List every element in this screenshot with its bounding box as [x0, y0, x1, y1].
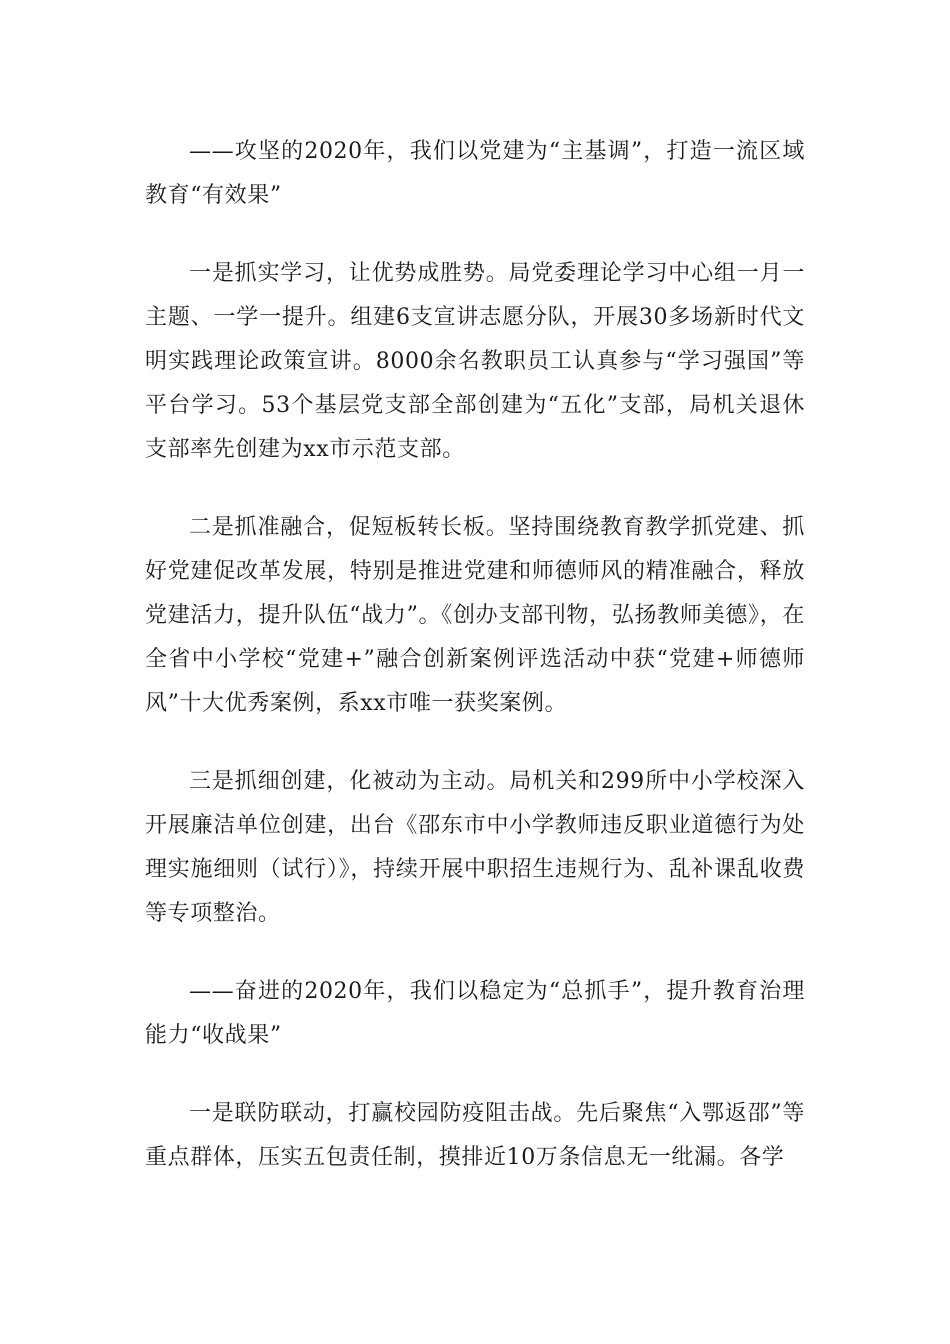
document-body: [145, 130, 805, 1180]
section-heading-2020-stability: ——奋进的2020年，我们以稳定为“总抓手”，提升教育治理能力“收战果”: [145, 979, 805, 1048]
paragraph-study: 一是抓实学习，让优势成胜势。局党委理论学习中心组一月一主题、一学一提升。组建6支宣讲志愿分队，开展30多场新时代文明实践理论政策宣讲。8000余名教职员工认真参与“学习强国”等平台学习。53个基层党支部全部创建为“五化”支部，局机关退休支部率先创建为xx市示范支部。: [145, 261, 805, 462]
paragraph-epidemic-prevention: 一是联防联动，打赢校园防疫阻击战。先后聚焦“入鄂返邵”等重点群体，压实五包责任制，摸排近10万条信息无一纰漏。各学: [145, 1101, 805, 1170]
paragraph-integrity: 三是抓细创建，化被动为主动。局机关和299所中小学校深入开展廉洁单位创建，出台《邵东市中小学教师违反职业道德行为处理实施细则（试行）》，持续开展中职招生违规行为、乱补课乱收费等专项整治。: [145, 769, 805, 926]
paragraph-integration: 二是抓准融合，促短板转长板。坚持围绕教育教学抓党建、抓好党建促改革发展，特别是推进党建和师德师风的精准融合，释放党建活力，提升队伍“战力”。《创办支部刊物，弘扬教师美德》，在全省中小学校“党建+”融合创新案例评选活动中获“党建+师德师风”十大优秀案例，系xx市唯一获奖案例。: [145, 515, 805, 716]
section-heading-2020-party-building: ——攻坚的2020年，我们以党建为“主基调”，打造一流区域教育“有效果”: [145, 139, 805, 208]
